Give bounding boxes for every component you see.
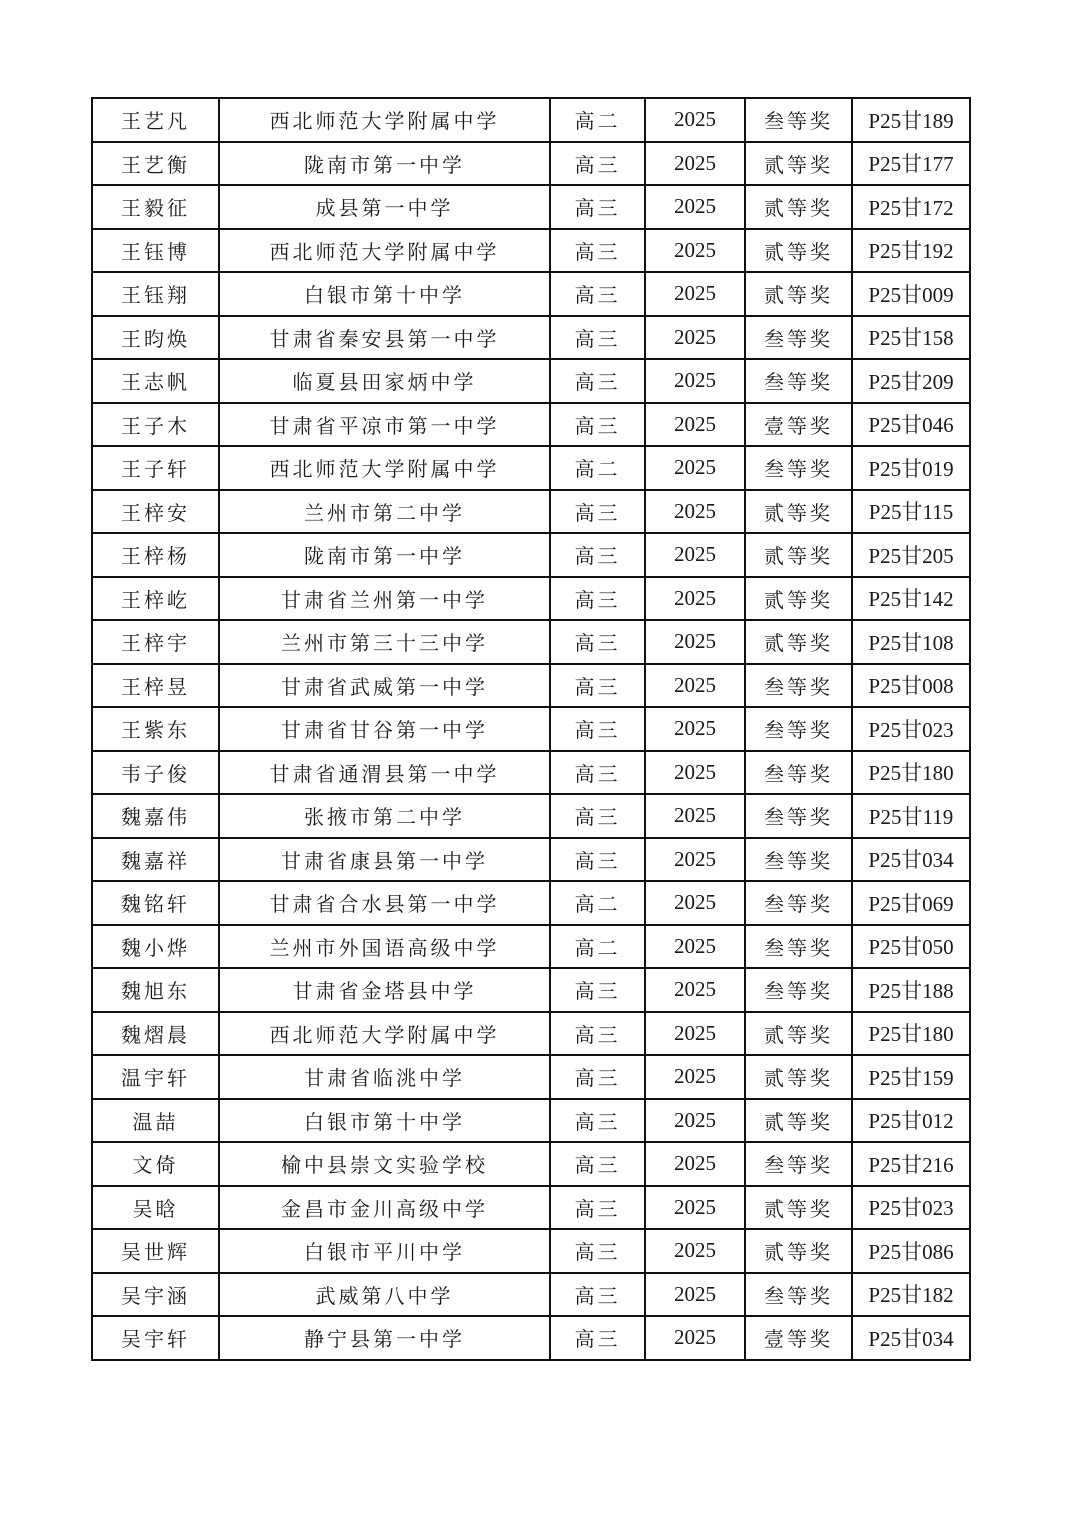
grade-cell: 高三 xyxy=(550,751,645,795)
student-name-cell: 吴世辉 xyxy=(92,1229,219,1273)
award-table-body xyxy=(92,98,970,1360)
certificate-code-cell: P25甘180 xyxy=(852,751,970,795)
grade-cell: 高三 xyxy=(550,229,645,273)
certificate-code-cell: P25甘180 xyxy=(852,1012,970,1056)
table-row xyxy=(92,316,970,360)
certificate-code-cell: P25甘119 xyxy=(852,794,970,838)
student-name-cell: 魏小烨 xyxy=(92,925,219,969)
table-row xyxy=(92,142,970,186)
grade-cell: 高三 xyxy=(550,794,645,838)
table-row xyxy=(92,1099,970,1143)
table-row xyxy=(92,1142,970,1186)
certificate-code-cell: P25甘172 xyxy=(852,185,970,229)
student-name-cell: 王梓安 xyxy=(92,490,219,534)
table-row xyxy=(92,1186,970,1230)
certificate-code-cell: P25甘142 xyxy=(852,577,970,621)
table-row xyxy=(92,577,970,621)
certificate-code-cell: P25甘009 xyxy=(852,272,970,316)
grade-cell: 高三 xyxy=(550,1142,645,1186)
student-name-cell: 文倚 xyxy=(92,1142,219,1186)
school-cell: 成县第一中学 xyxy=(219,185,550,229)
school-cell: 白银市第十中学 xyxy=(219,1099,550,1143)
award-cell: 贰等奖 xyxy=(745,1186,852,1230)
year-cell: 2025 xyxy=(645,316,745,360)
award-cell: 贰等奖 xyxy=(745,533,852,577)
table-row xyxy=(92,664,970,708)
grade-cell: 高三 xyxy=(550,142,645,186)
student-name-cell: 王梓屹 xyxy=(92,577,219,621)
award-cell: 贰等奖 xyxy=(745,229,852,273)
year-cell: 2025 xyxy=(645,229,745,273)
year-cell: 2025 xyxy=(645,1012,745,1056)
year-cell: 2025 xyxy=(645,664,745,708)
grade-cell: 高三 xyxy=(550,359,645,403)
award-cell: 叁等奖 xyxy=(745,1273,852,1317)
table-row xyxy=(92,185,970,229)
award-cell: 贰等奖 xyxy=(745,1055,852,1099)
student-name-cell: 王紫东 xyxy=(92,707,219,751)
student-name-cell: 王毅征 xyxy=(92,185,219,229)
student-name-cell: 王梓昱 xyxy=(92,664,219,708)
school-cell: 陇南市第一中学 xyxy=(219,142,550,186)
award-cell: 叁等奖 xyxy=(745,925,852,969)
year-cell: 2025 xyxy=(645,403,745,447)
award-cell: 叁等奖 xyxy=(745,707,852,751)
certificate-code-cell: P25甘008 xyxy=(852,664,970,708)
grade-cell: 高三 xyxy=(550,664,645,708)
certificate-code-cell: P25甘023 xyxy=(852,1186,970,1230)
award-cell: 叁等奖 xyxy=(745,751,852,795)
grade-cell: 高三 xyxy=(550,490,645,534)
school-cell: 甘肃省平凉市第一中学 xyxy=(219,403,550,447)
school-cell: 西北师范大学附属中学 xyxy=(219,229,550,273)
table-row xyxy=(92,446,970,490)
year-cell: 2025 xyxy=(645,577,745,621)
student-name-cell: 王艺衡 xyxy=(92,142,219,186)
award-cell: 叁等奖 xyxy=(745,98,852,142)
certificate-code-cell: P25甘069 xyxy=(852,881,970,925)
award-cell: 叁等奖 xyxy=(745,446,852,490)
grade-cell: 高三 xyxy=(550,403,645,447)
school-cell: 白银市第十中学 xyxy=(219,272,550,316)
school-cell: 甘肃省康县第一中学 xyxy=(219,838,550,882)
award-cell: 叁等奖 xyxy=(745,359,852,403)
table-row xyxy=(92,1316,970,1360)
student-name-cell: 王昀焕 xyxy=(92,316,219,360)
table-row xyxy=(92,620,970,664)
grade-cell: 高三 xyxy=(550,1229,645,1273)
award-table-sheet xyxy=(91,97,969,1361)
year-cell: 2025 xyxy=(645,98,745,142)
grade-cell: 高三 xyxy=(550,533,645,577)
year-cell: 2025 xyxy=(645,881,745,925)
table-row xyxy=(92,881,970,925)
table-row xyxy=(92,794,970,838)
table-row xyxy=(92,1273,970,1317)
table-row xyxy=(92,272,970,316)
school-cell: 静宁县第一中学 xyxy=(219,1316,550,1360)
student-name-cell: 吴宇涵 xyxy=(92,1273,219,1317)
award-cell: 贰等奖 xyxy=(745,272,852,316)
award-cell: 叁等奖 xyxy=(745,1142,852,1186)
year-cell: 2025 xyxy=(645,272,745,316)
school-cell: 兰州市外国语高级中学 xyxy=(219,925,550,969)
school-cell: 张掖市第二中学 xyxy=(219,794,550,838)
student-name-cell: 魏嘉祥 xyxy=(92,838,219,882)
certificate-code-cell: P25甘189 xyxy=(852,98,970,142)
year-cell: 2025 xyxy=(645,707,745,751)
grade-cell: 高二 xyxy=(550,446,645,490)
student-name-cell: 吴晗 xyxy=(92,1186,219,1230)
year-cell: 2025 xyxy=(645,142,745,186)
school-cell: 甘肃省金塔县中学 xyxy=(219,968,550,1012)
student-name-cell: 温宇轩 xyxy=(92,1055,219,1099)
award-cell: 壹等奖 xyxy=(745,1316,852,1360)
grade-cell: 高二 xyxy=(550,881,645,925)
award-cell: 贰等奖 xyxy=(745,142,852,186)
grade-cell: 高三 xyxy=(550,1099,645,1143)
student-name-cell: 魏嘉伟 xyxy=(92,794,219,838)
year-cell: 2025 xyxy=(645,446,745,490)
student-name-cell: 王志帆 xyxy=(92,359,219,403)
table-row xyxy=(92,968,970,1012)
award-cell: 贰等奖 xyxy=(745,185,852,229)
year-cell: 2025 xyxy=(645,1316,745,1360)
certificate-code-cell: P25甘019 xyxy=(852,446,970,490)
table-row xyxy=(92,707,970,751)
grade-cell: 高三 xyxy=(550,272,645,316)
certificate-code-cell: P25甘108 xyxy=(852,620,970,664)
award-cell: 贰等奖 xyxy=(745,490,852,534)
certificate-code-cell: P25甘158 xyxy=(852,316,970,360)
school-cell: 陇南市第一中学 xyxy=(219,533,550,577)
school-cell: 榆中县崇文实验学校 xyxy=(219,1142,550,1186)
award-cell: 叁等奖 xyxy=(745,316,852,360)
award-cell: 壹等奖 xyxy=(745,403,852,447)
table-row xyxy=(92,1229,970,1273)
certificate-code-cell: P25甘205 xyxy=(852,533,970,577)
school-cell: 兰州市第二中学 xyxy=(219,490,550,534)
student-name-cell: 王钰翔 xyxy=(92,272,219,316)
school-cell: 甘肃省通渭县第一中学 xyxy=(219,751,550,795)
certificate-code-cell: P25甘034 xyxy=(852,838,970,882)
year-cell: 2025 xyxy=(645,751,745,795)
student-name-cell: 温喆 xyxy=(92,1099,219,1143)
award-cell: 叁等奖 xyxy=(745,881,852,925)
table-row xyxy=(92,359,970,403)
grade-cell: 高三 xyxy=(550,968,645,1012)
grade-cell: 高三 xyxy=(550,1055,645,1099)
grade-cell: 高三 xyxy=(550,1273,645,1317)
student-name-cell: 吴宇轩 xyxy=(92,1316,219,1360)
year-cell: 2025 xyxy=(645,1186,745,1230)
school-cell: 西北师范大学附属中学 xyxy=(219,446,550,490)
year-cell: 2025 xyxy=(645,925,745,969)
certificate-code-cell: P25甘115 xyxy=(852,490,970,534)
year-cell: 2025 xyxy=(645,968,745,1012)
year-cell: 2025 xyxy=(645,794,745,838)
table-row xyxy=(92,1012,970,1056)
certificate-code-cell: P25甘012 xyxy=(852,1099,970,1143)
school-cell: 甘肃省合水县第一中学 xyxy=(219,881,550,925)
grade-cell: 高二 xyxy=(550,925,645,969)
award-cell: 叁等奖 xyxy=(745,794,852,838)
grade-cell: 高三 xyxy=(550,316,645,360)
school-cell: 西北师范大学附属中学 xyxy=(219,98,550,142)
school-cell: 临夏县田家炳中学 xyxy=(219,359,550,403)
year-cell: 2025 xyxy=(645,185,745,229)
award-cell: 贰等奖 xyxy=(745,577,852,621)
certificate-code-cell: P25甘188 xyxy=(852,968,970,1012)
certificate-code-cell: P25甘192 xyxy=(852,229,970,273)
table-row xyxy=(92,925,970,969)
student-name-cell: 王艺凡 xyxy=(92,98,219,142)
student-name-cell: 魏熠晨 xyxy=(92,1012,219,1056)
grade-cell: 高三 xyxy=(550,1316,645,1360)
table-row xyxy=(92,403,970,447)
table-row xyxy=(92,490,970,534)
table-row xyxy=(92,1055,970,1099)
school-cell: 兰州市第三十三中学 xyxy=(219,620,550,664)
table-row xyxy=(92,533,970,577)
certificate-code-cell: P25甘023 xyxy=(852,707,970,751)
award-cell: 叁等奖 xyxy=(745,838,852,882)
student-name-cell: 王子轩 xyxy=(92,446,219,490)
grade-cell: 高三 xyxy=(550,838,645,882)
year-cell: 2025 xyxy=(645,359,745,403)
student-name-cell: 魏旭东 xyxy=(92,968,219,1012)
table-row xyxy=(92,229,970,273)
year-cell: 2025 xyxy=(645,1273,745,1317)
table-row xyxy=(92,751,970,795)
award-cell: 叁等奖 xyxy=(745,968,852,1012)
year-cell: 2025 xyxy=(645,1055,745,1099)
school-cell: 甘肃省临洮中学 xyxy=(219,1055,550,1099)
award-cell: 贰等奖 xyxy=(745,620,852,664)
year-cell: 2025 xyxy=(645,533,745,577)
certificate-code-cell: P25甘159 xyxy=(852,1055,970,1099)
grade-cell: 高三 xyxy=(550,577,645,621)
school-cell: 武威第八中学 xyxy=(219,1273,550,1317)
grade-cell: 高三 xyxy=(550,1186,645,1230)
school-cell: 甘肃省武威第一中学 xyxy=(219,664,550,708)
award-table xyxy=(91,97,971,1361)
school-cell: 西北师范大学附属中学 xyxy=(219,1012,550,1056)
student-name-cell: 王梓杨 xyxy=(92,533,219,577)
grade-cell: 高二 xyxy=(550,98,645,142)
grade-cell: 高三 xyxy=(550,185,645,229)
certificate-code-cell: P25甘050 xyxy=(852,925,970,969)
student-name-cell: 魏铭轩 xyxy=(92,881,219,925)
grade-cell: 高三 xyxy=(550,707,645,751)
award-cell: 贰等奖 xyxy=(745,1012,852,1056)
certificate-code-cell: P25甘086 xyxy=(852,1229,970,1273)
student-name-cell: 王子木 xyxy=(92,403,219,447)
student-name-cell: 王梓宇 xyxy=(92,620,219,664)
student-name-cell: 韦子俊 xyxy=(92,751,219,795)
school-cell: 甘肃省秦安县第一中学 xyxy=(219,316,550,360)
award-cell: 贰等奖 xyxy=(745,1229,852,1273)
year-cell: 2025 xyxy=(645,1229,745,1273)
table-row xyxy=(92,98,970,142)
grade-cell: 高三 xyxy=(550,620,645,664)
certificate-code-cell: P25甘216 xyxy=(852,1142,970,1186)
certificate-code-cell: P25甘177 xyxy=(852,142,970,186)
school-cell: 金昌市金川高级中学 xyxy=(219,1186,550,1230)
certificate-code-cell: P25甘209 xyxy=(852,359,970,403)
year-cell: 2025 xyxy=(645,490,745,534)
certificate-code-cell: P25甘034 xyxy=(852,1316,970,1360)
year-cell: 2025 xyxy=(645,1099,745,1143)
year-cell: 2025 xyxy=(645,620,745,664)
grade-cell: 高三 xyxy=(550,1012,645,1056)
school-cell: 甘肃省甘谷第一中学 xyxy=(219,707,550,751)
school-cell: 甘肃省兰州第一中学 xyxy=(219,577,550,621)
year-cell: 2025 xyxy=(645,838,745,882)
school-cell: 白银市平川中学 xyxy=(219,1229,550,1273)
award-cell: 叁等奖 xyxy=(745,664,852,708)
table-row xyxy=(92,838,970,882)
certificate-code-cell: P25甘046 xyxy=(852,403,970,447)
award-cell: 贰等奖 xyxy=(745,1099,852,1143)
certificate-code-cell: P25甘182 xyxy=(852,1273,970,1317)
year-cell: 2025 xyxy=(645,1142,745,1186)
student-name-cell: 王钰博 xyxy=(92,229,219,273)
